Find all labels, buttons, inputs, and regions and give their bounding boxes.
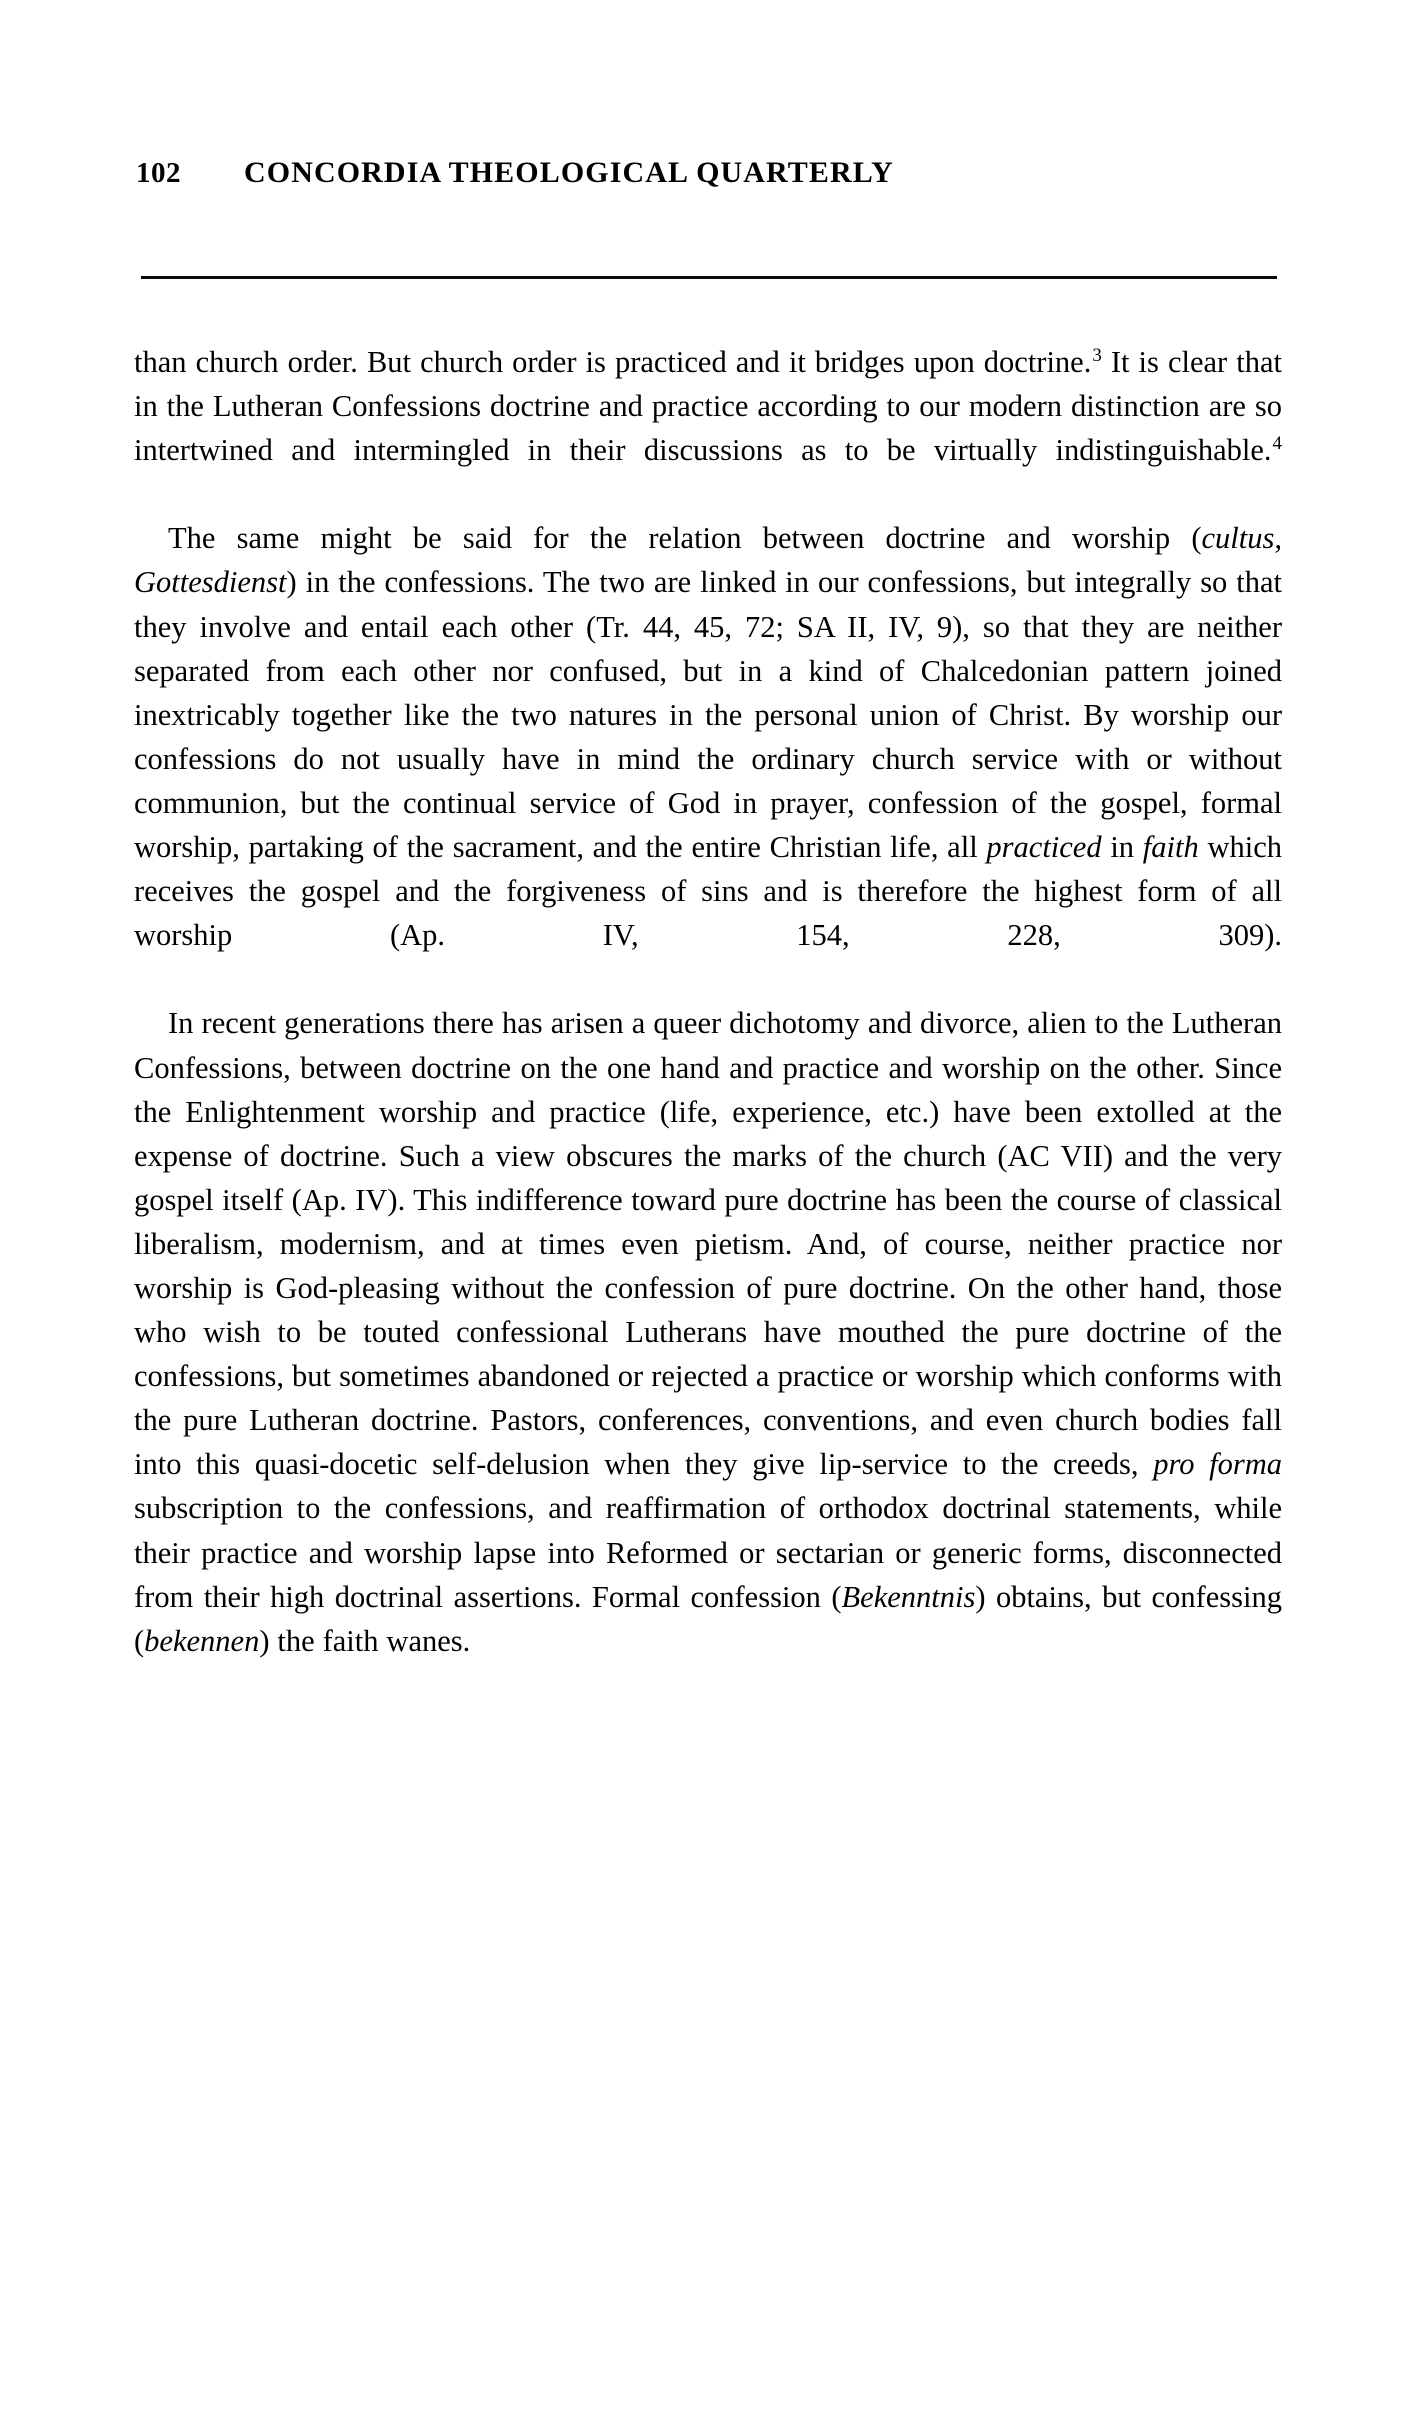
paragraph-3	[134, 1001, 1282, 1662]
emphasis-text: cultus, Gottesdienst	[134, 521, 1282, 600]
body-text-column	[134, 340, 1282, 1663]
paragraph-2	[134, 516, 1282, 1001]
paragraph-1	[134, 340, 1282, 516]
page-number: 102	[136, 157, 181, 189]
body-text-run: than church order. But church order is practiced and it bridges upon doctrine.	[134, 345, 1092, 379]
body-text-run: The same might be said for the relation between doctrine and worship (	[168, 521, 1202, 556]
body-text-run: ) obtains, but confessing (	[134, 1579, 1282, 1658]
running-head	[136, 156, 1286, 198]
journal-title: CONCORDIA THEOLOGICAL QUARTERLY	[244, 156, 894, 189]
body-text-run: It is clear that in the Lutheran Confessions doctrine and practice according to our modern distinction are so intertwined and intermingled in their discussions as to be virtually indistinguishable.	[134, 345, 1282, 468]
body-text-run: ) the faith wanes.	[259, 1623, 471, 1658]
footnote-marker: 3	[1092, 344, 1102, 366]
body-text-run: ) in the confessions. The two are linked in our confessions, but integrally so that they involve and entail each other (Tr. 44, 45, 72; SA II, IV, 9), so that they are neither separated from each other nor confused, but in a kind of Chalcedonian pattern joined inextricably together like the two natures in the personal union of Christ. By worship our confessions do not usually have in mind the ordinary church service with or without communion, but the continual service of God in prayer, confession of the gospel, formal worship, partaking of the sacrament, and the entire Christian life, all	[134, 565, 1282, 865]
emphasis-text: Bekenntnis	[841, 1579, 976, 1614]
body-text-run: which receives the gospel and the forgiveness of sins and is therefore the highest form of all worship (Ap. IV, 154, 228, 309).	[134, 830, 1282, 953]
emphasis-text: practiced	[986, 830, 1102, 865]
emphasis-text: pro forma	[1153, 1447, 1282, 1482]
body-text-run: in	[1101, 830, 1143, 865]
emphasis-text: faith	[1142, 830, 1199, 865]
emphasis-text: bekennen	[144, 1623, 260, 1658]
header-divider-rule	[141, 276, 1277, 279]
body-text-run: subscription to the confessions, and reaffirmation of orthodox doctrinal statements, while their practice and worship lapse into Reformed or sectarian or generic forms, disconnected from their high doctrinal assertions. Formal confession (	[134, 1491, 1282, 1614]
footnote-marker: 4	[1272, 433, 1282, 455]
body-text-run: In recent generations there has arisen a queer dichotomy and divorce, alien to the Lutheran Confessions, between doctrine on the one hand and practice and worship on the other. Since the Enlightenment worship and practice (life, experience, etc.) have been extolled at the expense of doctrine. Such a view obscures the marks of the church (AC VII) and the very gospel itself (Ap. IV). This indifference toward pure doctrine has been the course of classical liberalism, modernism, and at times even pietism. And, of course, neither practice nor worship is God-pleasing without the confession of pure doctrine. On the other hand, those who wish to be touted confessional Lutherans have mouthed the pure doctrine of the confessions, but sometimes abandoned or rejected a practice or worship which conforms with the pure Lutheran doctrine. Pastors, conferences, conventions, and even church bodies fall into this quasi-docetic self-delusion when they give lip-service to the creeds,	[134, 1006, 1282, 1482]
